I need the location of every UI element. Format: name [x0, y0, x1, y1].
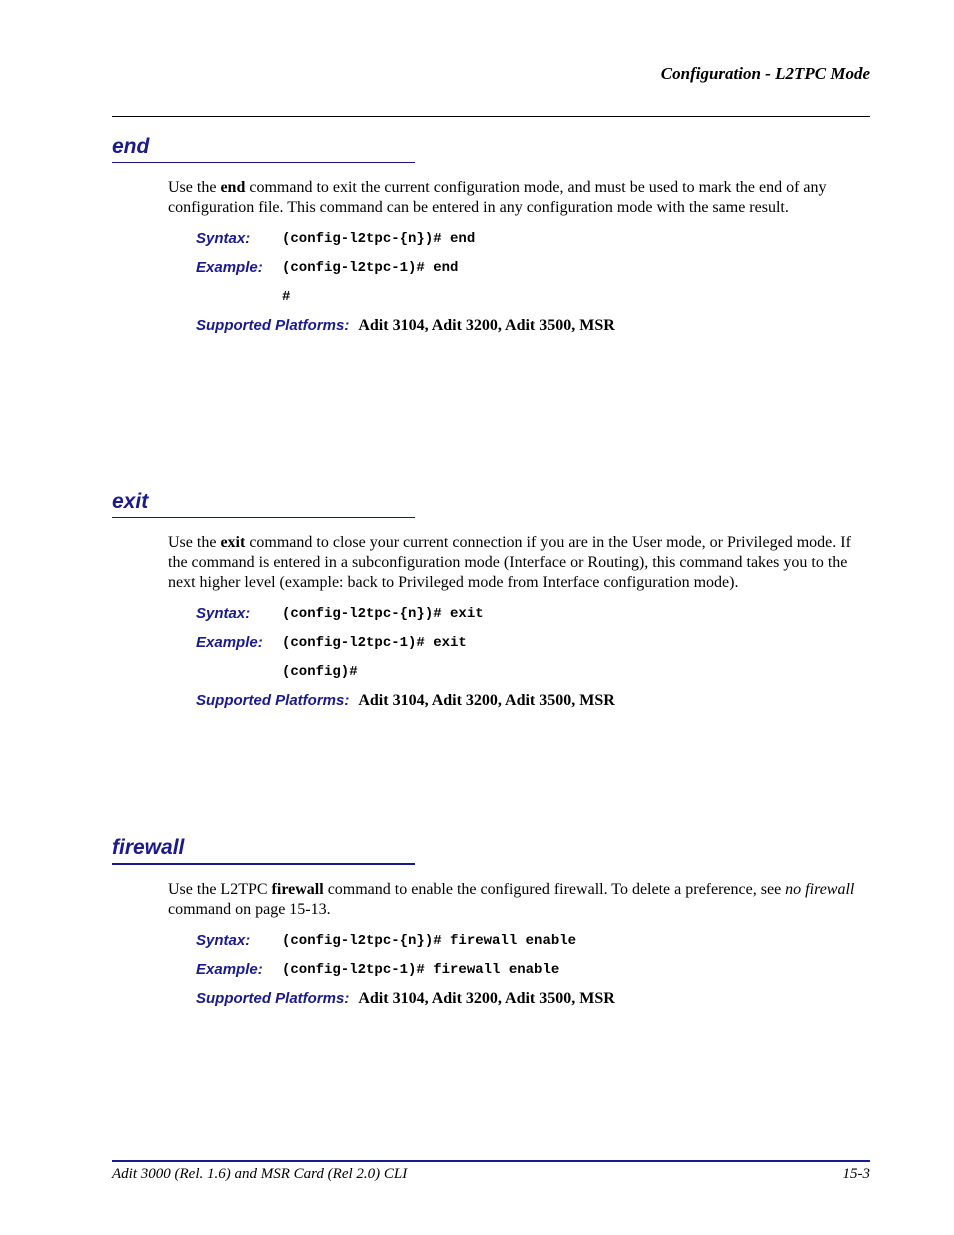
example-row-continued: [196, 657, 870, 686]
section-description: [168, 880, 870, 920]
desc-text: command to enable the configured firewall. To delete a preference, see: [323, 881, 786, 898]
platforms-label: Supported Platforms:: [196, 317, 350, 334]
platforms-value: Adit 3104, Adit 3200, Adit 3500, MSR: [358, 316, 615, 334]
section-title: end: [112, 135, 150, 158]
example-label: Example:: [196, 961, 263, 978]
platforms-label: Supported Platforms:: [196, 692, 350, 709]
syntax-code: (config-l2tpc-{n})# end: [282, 230, 476, 247]
section-title: firewall: [112, 836, 185, 859]
footer-divider: [112, 1160, 870, 1162]
example-code: (config-l2tpc-1)# exit: [282, 634, 467, 651]
syntax-row: [196, 224, 870, 253]
platforms-row: [196, 984, 870, 1013]
example-row: [196, 253, 870, 282]
section-rule: [112, 863, 415, 865]
desc-command: firewall: [271, 881, 324, 898]
example-label: Example:: [196, 259, 263, 276]
footer-page-number: 15-3: [842, 1166, 870, 1182]
section-firewall: [112, 835, 870, 1013]
syntax-label: Syntax:: [196, 230, 251, 247]
example-code: (config-l2tpc-1)# end: [282, 259, 459, 276]
syntax-label: Syntax:: [196, 605, 251, 622]
platforms-label: Supported Platforms:: [196, 990, 350, 1007]
syntax-row: [196, 599, 870, 628]
section-rule: [112, 162, 415, 163]
example-label: Example:: [196, 634, 263, 651]
desc-command: end: [220, 179, 246, 196]
example-row-continued: [196, 282, 870, 311]
desc-cross-reference: no firewall: [785, 881, 855, 898]
syntax-code: (config-l2tpc-{n})# exit: [282, 605, 484, 622]
syntax-label: Syntax:: [196, 932, 251, 949]
example-code: (config)#: [282, 663, 358, 680]
platforms-row: [196, 686, 870, 715]
desc-command: exit: [220, 534, 246, 551]
footer-document-title: Adit 3000 (Rel. 1.6) and MSR Card (Rel 2.0) CLI: [112, 1166, 408, 1182]
desc-text: command to exit the current configuration mode, and must be used to mark the end of any configuration file. This command can be entered in any configuration mode with the same result.: [168, 179, 827, 216]
desc-text: Use the: [168, 534, 221, 551]
platforms-value: Adit 3104, Adit 3200, Adit 3500, MSR: [358, 691, 615, 709]
example-row: [196, 955, 870, 984]
example-code: #: [282, 288, 291, 305]
syntax-row: [196, 926, 870, 955]
section-rule: [112, 517, 415, 518]
running-header: Configuration - L2TPC Mode: [660, 64, 870, 83]
header-divider: [112, 116, 870, 117]
example-code: (config-l2tpc-1)# firewall enable: [282, 961, 560, 978]
desc-text: command on page 15-13.: [168, 901, 331, 918]
desc-text: Use the L2TPC: [168, 881, 272, 898]
desc-text: command to close your current connection if you are in the User mode, or Privileged mode. If the command is entered in a subconfiguration mode (Interface or Routing), this command takes you to the next higher level (example: back to Privileged mode from Interface configuration mode).: [168, 534, 851, 591]
section-title: exit: [112, 490, 149, 513]
platforms-value: Adit 3104, Adit 3200, Adit 3500, MSR: [358, 989, 615, 1007]
example-row: [196, 628, 870, 657]
section-description: [168, 533, 870, 593]
syntax-code: (config-l2tpc-{n})# firewall enable: [282, 932, 577, 949]
section-end: [112, 134, 870, 340]
desc-text: Use the: [168, 179, 221, 196]
section-exit: [112, 489, 870, 715]
section-description: [168, 178, 870, 218]
platforms-row: [196, 311, 870, 340]
